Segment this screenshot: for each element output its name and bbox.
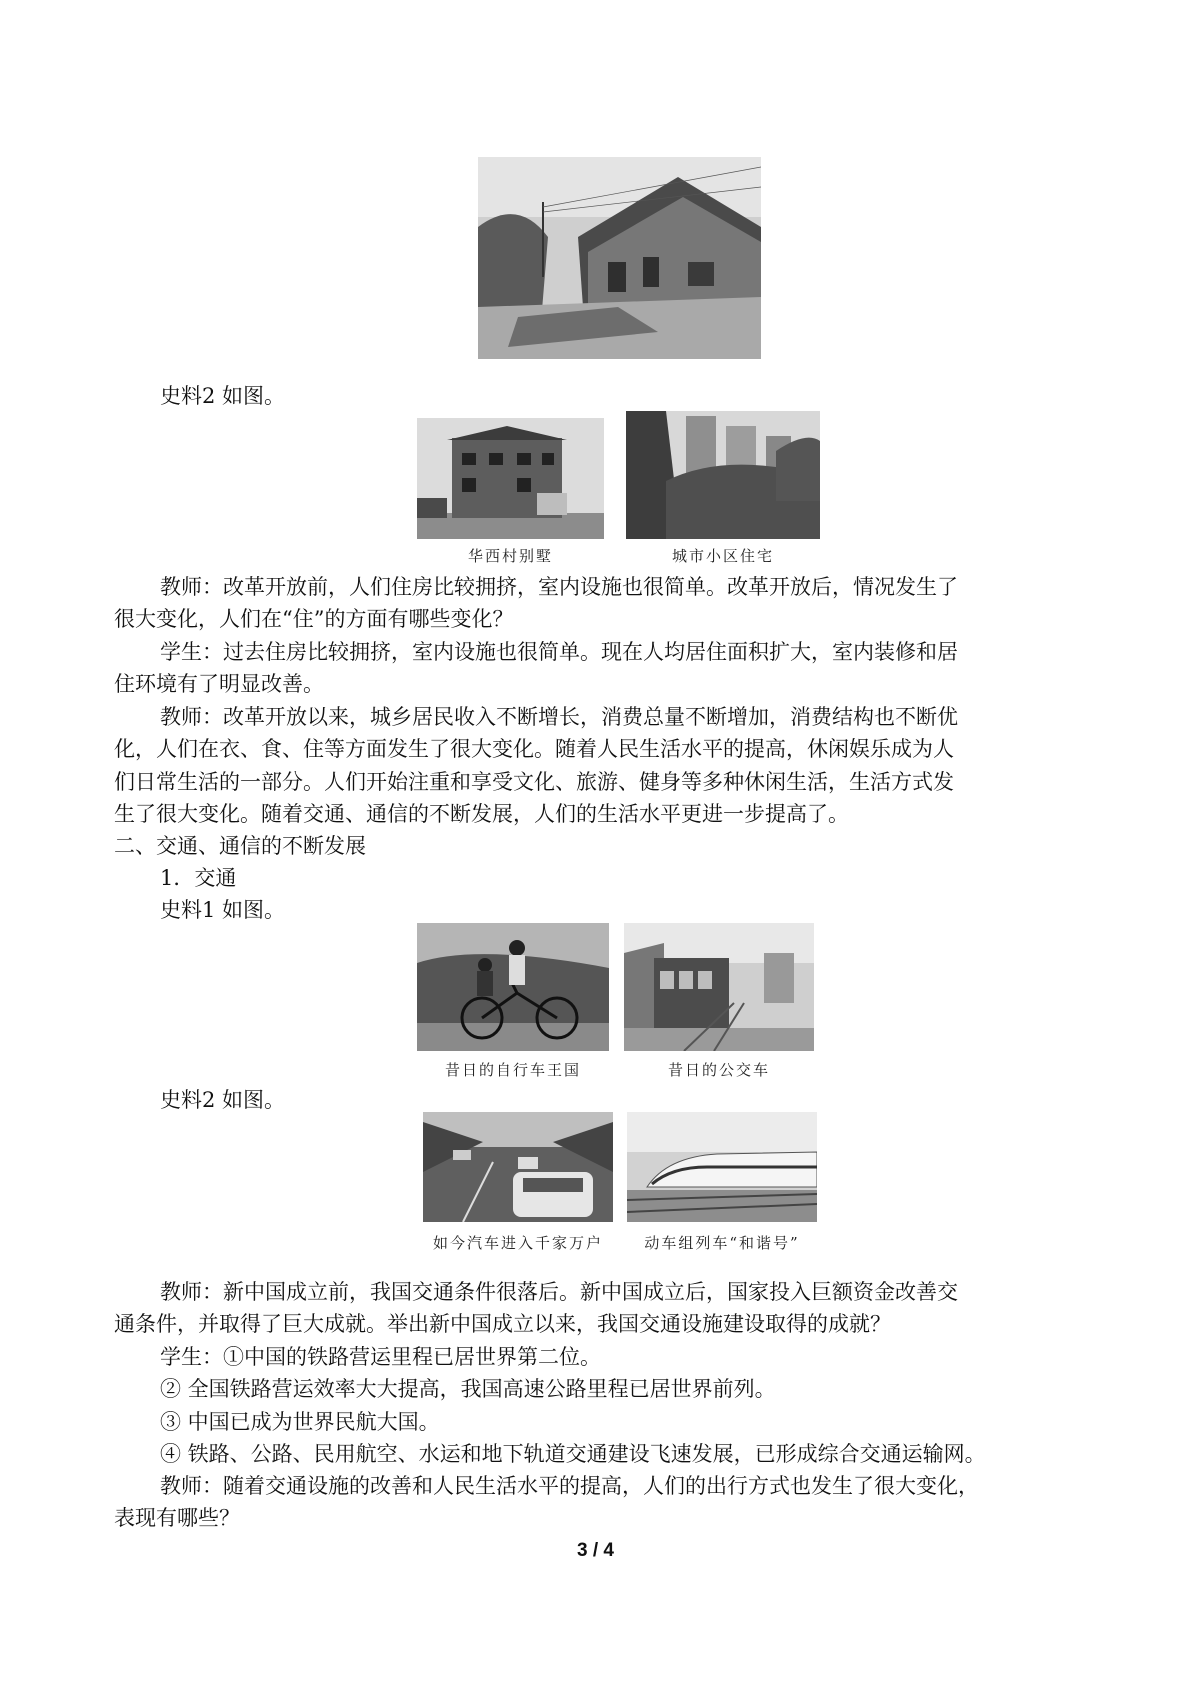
paragraph-line: 通条件，并取得了巨大成就。举出新中国成立以来，我国交通设施建设取得的成就？ — [114, 1312, 891, 1336]
source-1-label: 史料1 如图。 — [160, 898, 286, 922]
city-residence-photo — [626, 411, 820, 539]
bicycle-kingdom-photo — [417, 923, 609, 1051]
paragraph-line: ④ 铁路、公路、民用航空、水运和地下轨道交通建设飞速发展，已形成综合交通运输网。 — [160, 1442, 986, 1466]
paragraph-line: ③ 中国已成为世界民航大国。 — [160, 1410, 440, 1434]
paragraph-line: 教师：改革开放前，人们住房比较拥挤，室内设施也很简单。改革开放后，情况发生了 — [160, 575, 958, 599]
city-residence-caption: 城市小区住宅 — [671, 547, 774, 565]
paragraph-line: ② 全国铁路营运效率大大提高，我国高速公路里程已居世界前列。 — [160, 1377, 776, 1401]
cars-photo — [423, 1112, 613, 1222]
paragraph-line: 学生：①中国的铁路营运里程已居世界第二位。 — [160, 1345, 601, 1369]
old-bus-caption: 昔日的公交车 — [667, 1061, 770, 1079]
paragraph-line: 表现有哪些？ — [114, 1506, 240, 1530]
page-number: 3 / 4 — [577, 1540, 614, 1561]
section-heading: 二、交通、通信的不断发展 — [114, 834, 366, 858]
paragraph-line: 化，人们在衣、食、住等方面发生了很大变化。随着人民生活水平的提高，休闲娱乐成为人 — [114, 737, 954, 761]
huaxi-villa-caption: 华西村别墅 — [467, 547, 553, 565]
old-house-photo — [478, 157, 761, 359]
cars-caption: 如今汽车进入千家万户 — [432, 1234, 603, 1252]
old-bus-photo — [624, 923, 814, 1051]
paragraph-line: 生了很大变化。随着交通、通信的不断发展，人们的生活水平更进一步提高了。 — [114, 802, 849, 826]
paragraph-line: 学生：过去住房比较拥挤，室内设施也很简单。现在人均居住面积扩大，室内装修和居 — [160, 640, 958, 664]
paragraph-line: 很大变化，人们在“住”的方面有哪些变化？ — [114, 607, 514, 631]
bicycle-kingdom-caption: 昔日的自行车王国 — [444, 1061, 581, 1079]
harmony-train-photo — [627, 1112, 817, 1222]
paragraph-line: 住环境有了明显改善。 — [114, 672, 324, 696]
source-2-label-transport: 史料2 如图。 — [160, 1088, 286, 1112]
subsection-heading: 1．交通 — [160, 866, 237, 890]
paragraph-line: 们日常生活的一部分。人们开始注重和享受文化、旅游、健身等多种休闲生活，生活方式发 — [114, 770, 954, 794]
source-2-label-housing: 史料2 如图。 — [160, 384, 286, 408]
paragraph-line: 教师：新中国成立前，我国交通条件很落后。新中国成立后，国家投入巨额资金改善交 — [160, 1280, 958, 1304]
harmony-train-caption: 动车组列车“和谐号” — [644, 1234, 800, 1252]
paragraph-line: 教师：随着交通设施的改善和人民生活水平的提高，人们的出行方式也发生了很大变化， — [160, 1474, 979, 1498]
paragraph-line: 教师：改革开放以来，城乡居民收入不断增长，消费总量不断增加，消费结构也不断优 — [160, 705, 958, 729]
huaxi-villa-photo — [417, 418, 604, 539]
